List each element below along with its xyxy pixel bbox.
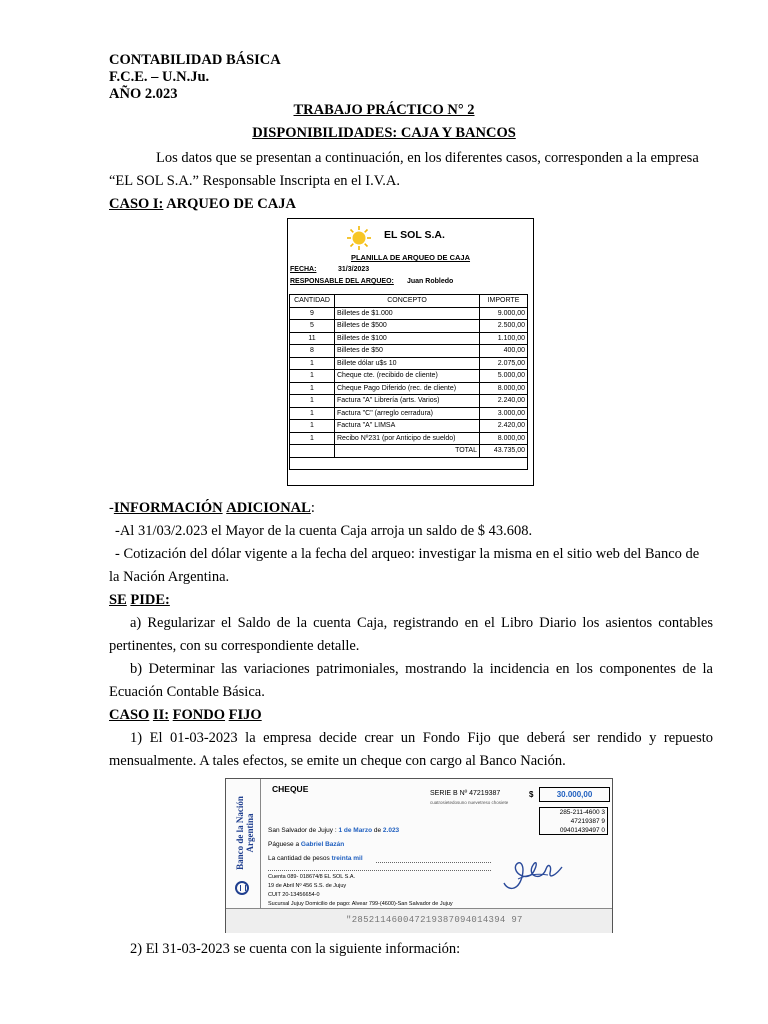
table-row (290, 357, 528, 370)
sun-icon (346, 225, 372, 251)
responsible-label: RESPONSABLE DEL ARQUEO: (290, 278, 394, 285)
case-2-word-3: FONDO (172, 707, 226, 723)
cheque-place-date (268, 827, 399, 834)
signature-icon (498, 853, 568, 895)
total-amount: 43.735,00 (480, 445, 528, 458)
cell-quantity: 1 (290, 420, 335, 433)
account-line-4: Sucursal Jujuy Domicilio de pago: Alvear 799-(4600)-San Salvador de Jujuy (268, 901, 453, 907)
case-2-word-1: CASO (109, 707, 150, 723)
cell-amount: 400,00 (480, 345, 528, 358)
cheque-code-1: 285-211-4600 3 (559, 809, 605, 816)
sum-label: La cantidad de pesos (268, 855, 332, 862)
cheque-payee-line (268, 841, 344, 848)
col-quantity: CANTIDAD (290, 295, 335, 308)
cheque-sum-line (268, 855, 363, 862)
case-2-word-4: FIJO (228, 707, 262, 723)
cell-quantity: 1 (290, 382, 335, 395)
cell-amount: 2.420,00 (480, 420, 528, 433)
table-header-row (290, 295, 528, 308)
cash-count-form (287, 218, 534, 486)
cash-count-table (289, 294, 528, 470)
table-row (290, 370, 528, 383)
cell-amount: 2.075,00 (480, 357, 528, 370)
cell-amount: 5.000,00 (480, 370, 528, 383)
cell-quantity: 5 (290, 320, 335, 333)
cheque-bank-strip (226, 779, 261, 908)
practice-title: TRABAJO PRÁCTICO N° 2 (293, 102, 475, 118)
table-row (290, 345, 528, 358)
additional-info-heading (109, 500, 315, 517)
cheque-day: 1 de Marzo (338, 827, 373, 834)
table-row (290, 320, 528, 333)
cheque-serie-words: cuatrosietedosuno nuevetreso chosiete (430, 800, 509, 805)
info-suffix: : (310, 500, 315, 516)
case-2-p2: 2) El 31-03-2023 se cuenta con la siguiente información: (130, 941, 461, 957)
cell-concept: Billetes de $100 (335, 332, 480, 345)
table-row (290, 382, 528, 395)
company-name: EL SOL S.A. (384, 229, 445, 241)
cell-quantity: 8 (290, 345, 335, 358)
micr-code: "285211460047219387094014394 97 (346, 915, 523, 925)
cheque-code-3: 09401439497 0 (559, 827, 605, 834)
case-2-word-2: II: (152, 707, 170, 723)
cell-quantity: 9 (290, 307, 335, 320)
payee-name: Gabriel Bazán (300, 841, 345, 848)
cell-quantity: 1 (290, 407, 335, 420)
total-empty-cell (290, 445, 335, 458)
faculty-line: F.C.E. – U.N.Ju. (109, 69, 210, 85)
bank-cheque (225, 778, 613, 933)
cell-concept: Cheque Pago Diferido (rec. de cliente) (335, 382, 480, 395)
cell-concept: Billetes de $50 (335, 345, 480, 358)
cell-quantity: 1 (290, 357, 335, 370)
info-line-2a: - Cotización del dólar vigente a la fecha del arqueo: investigar la misma en el sitio web del Banco de (115, 546, 700, 562)
total-row (290, 445, 528, 458)
table-row (290, 432, 528, 445)
item-b-line-1: b) Determinar las variaciones patrimoniales, mostrando la incidencia en los componentes de la (130, 661, 713, 677)
cell-concept: Factura "A" LIMSA (335, 420, 480, 433)
empty-row (290, 457, 528, 470)
bank-name-line-1: Banco de la Nación (235, 796, 245, 870)
case-1-heading (109, 196, 296, 213)
bank-logo-icon (235, 881, 249, 895)
info-prefix: - (109, 500, 114, 516)
intro-line-2: “EL SOL S.A.” Responsable Inscripta en el I.V.A. (109, 173, 401, 189)
empty-cell (290, 457, 528, 470)
se-pide-word-1: SE (109, 592, 127, 608)
cheque-year: 2.023 (382, 827, 400, 834)
cell-concept: Billete dólar u$s 10 (335, 357, 480, 370)
cell-amount: 1.100,00 (480, 332, 528, 345)
info-line-2b: la Nación Argentina. (109, 569, 230, 585)
cell-amount: 9.000,00 (480, 307, 528, 320)
item-a-line-2: pertinentes, con su correspondiente detalle. (109, 638, 360, 654)
table-row (290, 332, 528, 345)
case-1-title: ARQUEO DE CAJA (163, 196, 296, 212)
cell-amount: 3.000,00 (480, 407, 528, 420)
cell-concept: Factura "C" (arreglo cerradura) (335, 407, 480, 420)
payee-label: Páguese a (268, 841, 301, 848)
cell-amount: 2.500,00 (480, 320, 528, 333)
cell-amount: 2.240,00 (480, 395, 528, 408)
case-2-p1-line-2: mensualmente. A tales efectos, se emite un cheque con cargo al Banco Nación. (109, 753, 566, 769)
form-title: PLANILLA DE ARQUEO DE CAJA (350, 253, 471, 262)
se-pide-word-2: PIDE: (130, 592, 170, 608)
cell-concept: Factura "A" Librería (arts. Varios) (335, 395, 480, 408)
sum-dotted-line-2 (268, 870, 491, 871)
item-b-line-2: Ecuación Contable Básica. (109, 684, 265, 700)
account-line-3: CUIT 20-13456654-0 (268, 892, 320, 898)
date-connector: de (372, 827, 383, 834)
table-row (290, 420, 528, 433)
cheque-amount: 30.000,00 (539, 787, 610, 802)
intro-line-1: Los datos que se presentan a continuación, en los diferentes casos, corresponden a la empresa (156, 150, 699, 166)
cell-concept: Cheque cte. (recibido de cliente) (335, 370, 480, 383)
date-value: 31/3/2023 (338, 266, 370, 273)
cell-amount: 8.000,00 (480, 382, 528, 395)
cell-quantity: 11 (290, 332, 335, 345)
info-word-2: ADICIONAL (226, 500, 311, 516)
table-row (290, 395, 528, 408)
se-pide-heading (109, 592, 170, 609)
currency-symbol: $ (529, 790, 534, 799)
cell-concept: Billetes de $1.000 (335, 307, 480, 320)
account-line-1: Cuenta 089- 018674/8 EL SOL S.A. (268, 874, 356, 880)
cell-amount: 8.000,00 (480, 432, 528, 445)
sum-words: treinta mil (331, 855, 363, 862)
bank-name (235, 778, 255, 888)
cell-quantity: 1 (290, 395, 335, 408)
cell-concept: Recibo Nº231 (por Anticipo de sueldo) (335, 432, 480, 445)
bank-name-line-2: Argentina (245, 813, 255, 853)
course-title: CONTABILIDAD BÁSICA (109, 52, 281, 68)
cheque-code-2: 47219387 9 (570, 818, 605, 825)
case-2-heading (109, 707, 262, 724)
cell-quantity: 1 (290, 370, 335, 383)
col-concept: CONCEPTO (335, 295, 480, 308)
cheque-title: CHEQUE (272, 784, 309, 794)
total-label: TOTAL (335, 445, 480, 458)
practice-subtitle: DISPONIBILIDADES: CAJA Y BANCOS (252, 125, 516, 141)
year-line: AÑO 2.023 (109, 86, 178, 102)
place-prefix: San Salvador de Jujuy : (268, 827, 339, 834)
table-row (290, 307, 528, 320)
responsible-value: Juan Robledo (407, 278, 454, 285)
account-line-2: 19 de Abril Nº 456 S.S. de Jujuy (268, 883, 347, 889)
table-row (290, 407, 528, 420)
cheque-codes (539, 807, 608, 835)
case-1-label: CASO I: (109, 196, 164, 212)
case-2-p1-line-1: 1) El 01-03-2023 la empresa decide crear un Fondo Fijo que deberá ser rendido y repuesto (130, 730, 713, 746)
cell-quantity: 1 (290, 432, 335, 445)
col-amount: IMPORTE (480, 295, 528, 308)
info-word-1: INFORMACIÓN (113, 500, 223, 516)
cheque-serie: SERIE B Nº 47219387 (430, 790, 501, 797)
date-label: FECHA: (290, 266, 317, 273)
cell-concept: Billetes de $500 (335, 320, 480, 333)
item-a-line-1: a) Regularizar el Saldo de la cuenta Caja, registrando en el Libro Diario los asientos contables (130, 615, 713, 631)
sum-dotted-line (376, 862, 491, 863)
micr-band (226, 908, 612, 933)
info-line-1: -Al 31/03/2.023 el Mayor de la cuenta Caja arroja un saldo de $ 43.608. (115, 523, 533, 539)
